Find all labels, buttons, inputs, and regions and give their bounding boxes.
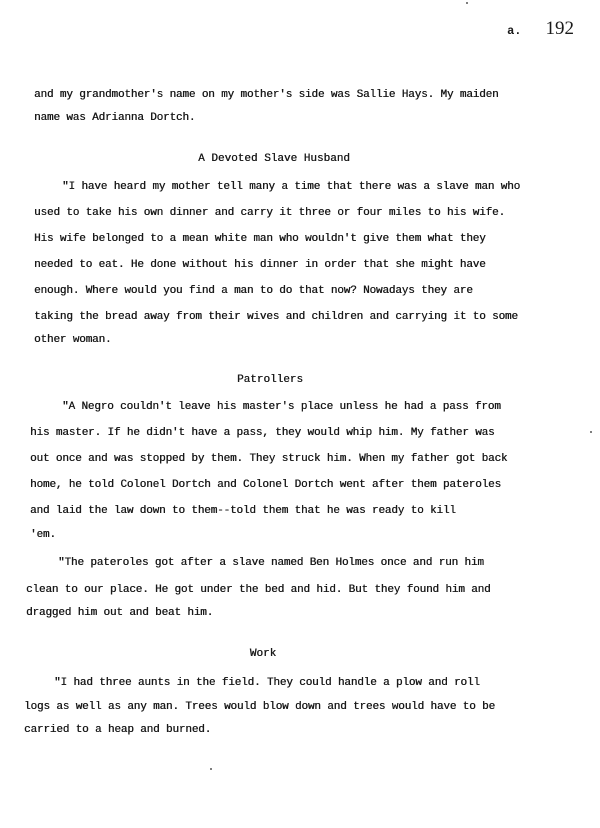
patrollers-line-6: 'em. — [30, 529, 56, 541]
devoted-line-6: taking the bread away from their wives and children and carrying it to some — [34, 311, 518, 323]
patrollers-line-1: "A Negro couldn't leave his master's place unless he had a pass from — [62, 401, 501, 413]
devoted-line-7: other woman. — [34, 334, 112, 346]
section-heading-devoted-slave-husband: A Devoted Slave Husband — [198, 153, 350, 165]
scan-speck — [590, 431, 592, 433]
devoted-line-1: "I have heard my mother tell many a time that there was a slave man who — [62, 181, 521, 193]
page-number: 192 — [545, 18, 574, 39]
scan-speck — [466, 2, 468, 4]
devoted-line-2: used to take his own dinner and carry it three or four miles to his wife. — [34, 207, 505, 219]
devoted-line-4: needed to eat. He done without his dinner in order that she might have — [34, 259, 486, 271]
patrollers-line-3: out once and was stopped by them. They struck him. When my father got back — [30, 453, 508, 465]
patrollers-line-4: home, he told Colonel Dortch and Colonel Dortch went after them pateroles — [30, 479, 501, 491]
devoted-line-3: His wife belonged to a mean white man who wouldn't give them what they — [34, 233, 486, 245]
section-heading-patrollers: Patrollers — [236, 374, 303, 386]
patrollers-line-5: and laid the law down to them--told them that he was ready to kill — [30, 505, 456, 517]
page-header — [507, 18, 574, 40]
intro-line-2: name was Adrianna Dortch. — [34, 112, 196, 124]
patrollers-line-2: his master. If he didn't have a pass, they would whip him. My father was — [30, 427, 495, 439]
work-line-3: carried to a heap and burned. — [24, 724, 212, 736]
page-prefix: a. — [507, 24, 522, 38]
intro-line-1: and my grandmother's name on my mother's side was Sallie Hays. My maiden — [34, 89, 499, 101]
devoted-line-5: enough. Where would you find a man to do that now? Nowadays they are — [34, 285, 473, 297]
work-line-2: logs as well as any man. Trees would blow down and trees would have to be — [24, 701, 495, 713]
scan-speck — [210, 768, 212, 770]
section-heading-work: Work — [249, 648, 277, 660]
patrollers-line-9: dragged him out and beat him. — [26, 607, 214, 619]
patrollers-line-8: clean to our place. He got under the bed and hid. But they found him and — [26, 584, 491, 596]
work-line-1: "I had three aunts in the field. They could handle a plow and roll — [54, 677, 480, 689]
patrollers-line-7: "The pateroles got after a slave named Ben Holmes once and run him — [58, 557, 484, 569]
